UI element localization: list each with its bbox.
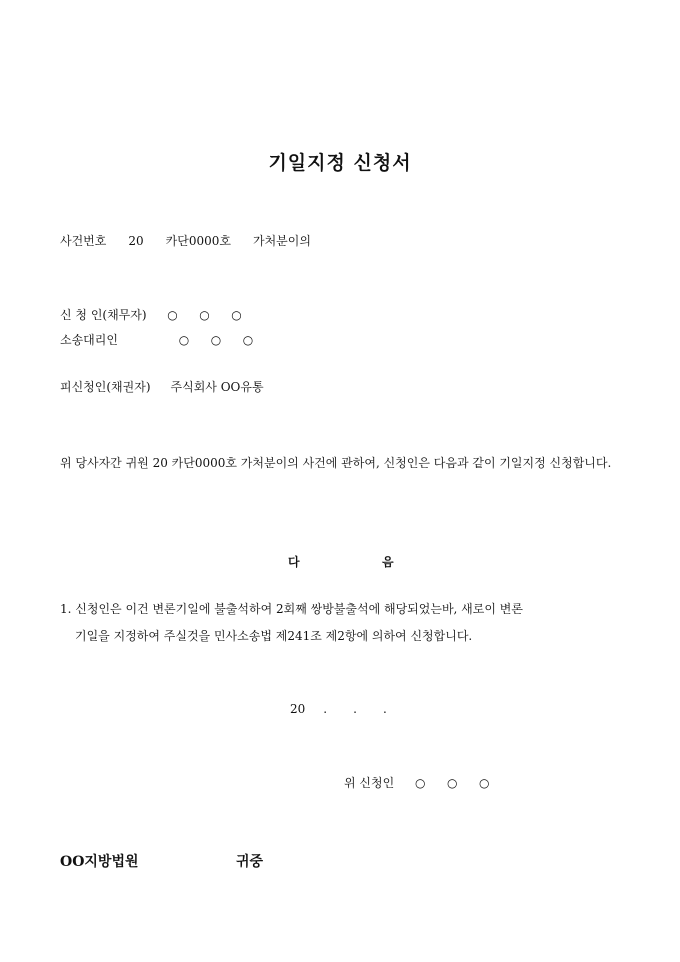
applicant-line (60, 306, 243, 323)
date-dot: . (323, 702, 328, 716)
name-mark: ○ (478, 776, 490, 790)
name-mark: ○ (446, 776, 458, 790)
respondent-label: 피신청인(채권자) (60, 380, 151, 394)
name-mark: ○ (231, 308, 242, 322)
signature-name (414, 776, 490, 790)
agent-label: 소송대리인 (60, 333, 118, 347)
signature-label: 위 신청인 (344, 776, 395, 790)
date-line (290, 702, 387, 716)
name-mark: ○ (167, 308, 178, 322)
signature-line (344, 774, 490, 791)
court-suffix: 귀중 (236, 854, 264, 870)
section-heading-left: 다 (288, 555, 300, 569)
document-title: 기일지정 신청서 (268, 152, 412, 174)
intro-paragraph: 위 당사자간 귀원 20 카단0000호 가처분이의 사건에 관하여, 신청인은 다음과 같이 기일지정 신청합니다. (60, 456, 612, 470)
name-mark: ○ (210, 333, 222, 347)
respondent-name: 주식회사 OO유통 (170, 380, 264, 394)
agent-line (60, 331, 254, 348)
respondent-line (60, 378, 264, 395)
date-dot: . (382, 702, 387, 716)
case-year: 20 (128, 234, 144, 248)
name-mark: ○ (242, 333, 254, 347)
case-number: 카단0000호 (165, 234, 231, 248)
date-dot: . (353, 702, 357, 716)
date-year: 20 (290, 702, 306, 716)
item-1-line-2: 기일을 지정하여 주실것을 민사소송법 제241조 제2항에 의하여 신청합니다. (75, 629, 473, 643)
applicant-name (167, 308, 243, 322)
section-heading-right: 음 (382, 555, 394, 569)
name-mark: ○ (199, 308, 210, 322)
name-mark: ○ (178, 333, 190, 347)
applicant-label: 신 청 인(채무자) (60, 308, 147, 322)
court-name: OO지방법원 (60, 854, 139, 870)
name-mark: ○ (414, 776, 426, 790)
case-number-label: 사건번호 (60, 234, 107, 248)
agent-name (178, 333, 254, 347)
case-number-line (60, 232, 311, 249)
item-1-line-1: 1. 신청인은 이건 변론기일에 불출석하여 2회째 쌍방불출석에 해당되었는바, 새로이 변론 (60, 602, 523, 616)
case-type: 가처분이의 (252, 234, 311, 248)
